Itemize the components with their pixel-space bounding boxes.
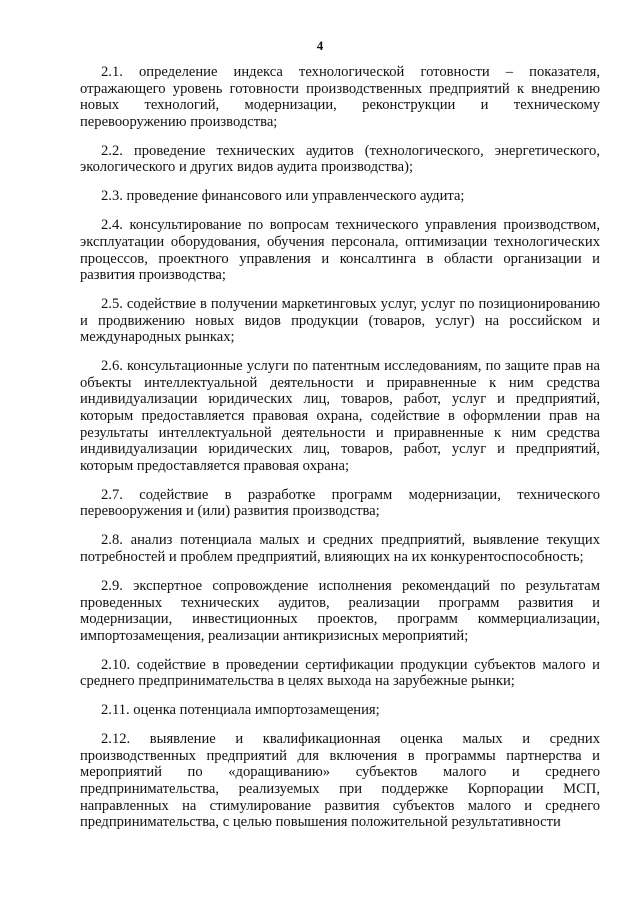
- paragraph-2-9: 2.9. экспертное сопровождение исполнения рекомендаций по результатам проведенных технических аудитов, реализации программ развития и модернизации, инвестиционных проектов, программ коммерциализации, импортозамещения, реализации антикризисных мероприятий;: [80, 577, 600, 644]
- document-body: [80, 64, 600, 843]
- paragraph-2-7: 2.7. содействие в разработке программ модернизации, технического перевооружения и (или) развития производства;: [80, 486, 600, 520]
- paragraph-2-12: 2.12. выявление и квалификационная оценка малых и средних производственных предприятий для включения в программы партнерства и мероприятий по «доращиванию» субъектов малого и среднего предпринимательства, реализуемых при поддержке Корпорации МСП, направленных на стимулирование развития субъектов малого и среднего предпринимательства, с целью повышения положительной результативности: [80, 731, 600, 831]
- paragraph-2-4: 2.4. консультирование по вопросам технического управления производством, эксплуатации оборудования, обучения персонала, оптимизации технологических процессов, проектного управления и консалтинга в области организации и развития производства;: [80, 217, 600, 284]
- paragraph-2-5: 2.5. содействие в получении маркетинговых услуг, услуг по позиционированию и продвижению новых видов продукции (товаров, услуг) на российском и международных рынках;: [80, 296, 600, 346]
- paragraph-2-3: 2.3. проведение финансового или управленческого аудита;: [101, 188, 465, 205]
- paragraph-2-6: 2.6. консультационные услуги по патентным исследованиям, по защите прав на объекты интеллектуальной деятельности и приравненные к ним средства индивидуализации юридических лиц, товаров, работ, услуг и предприятий, которым предоставляется правовая охрана, содействие в оформлении прав на результаты интеллектуальной деятельности и приравненные к ним средства индивидуализации юридических лиц, товаров, работ, услуг и предприятий, которым предоставляется правовая охрана;: [80, 358, 600, 474]
- paragraph-2-10: 2.10. содействие в проведении сертификации продукции субъектов малого и среднего предпринимательства в целях выхода на зарубежные рынки;: [80, 656, 600, 690]
- paragraph-2-11: 2.11. оценка потенциала импортозамещения;: [101, 702, 380, 719]
- paragraph-2-1: 2.1. определение индекса технологической готовности – показателя, отражающего уровень готовности производственных предприятий к внедрению новых технологий, модернизации, реконструкции и техническому перевооружению производства;: [80, 64, 600, 130]
- paragraph-2-8: 2.8. анализ потенциала малых и средних предприятий, выявление текущих потребностей и проблем предприятий, влияющих на их конкурентоспособность;: [80, 532, 600, 565]
- page-number: 4: [316, 38, 324, 53]
- paragraph-2-2: 2.2. проведение технических аудитов (технологического, энергетического, экологического и других видов аудита производства);: [80, 142, 600, 176]
